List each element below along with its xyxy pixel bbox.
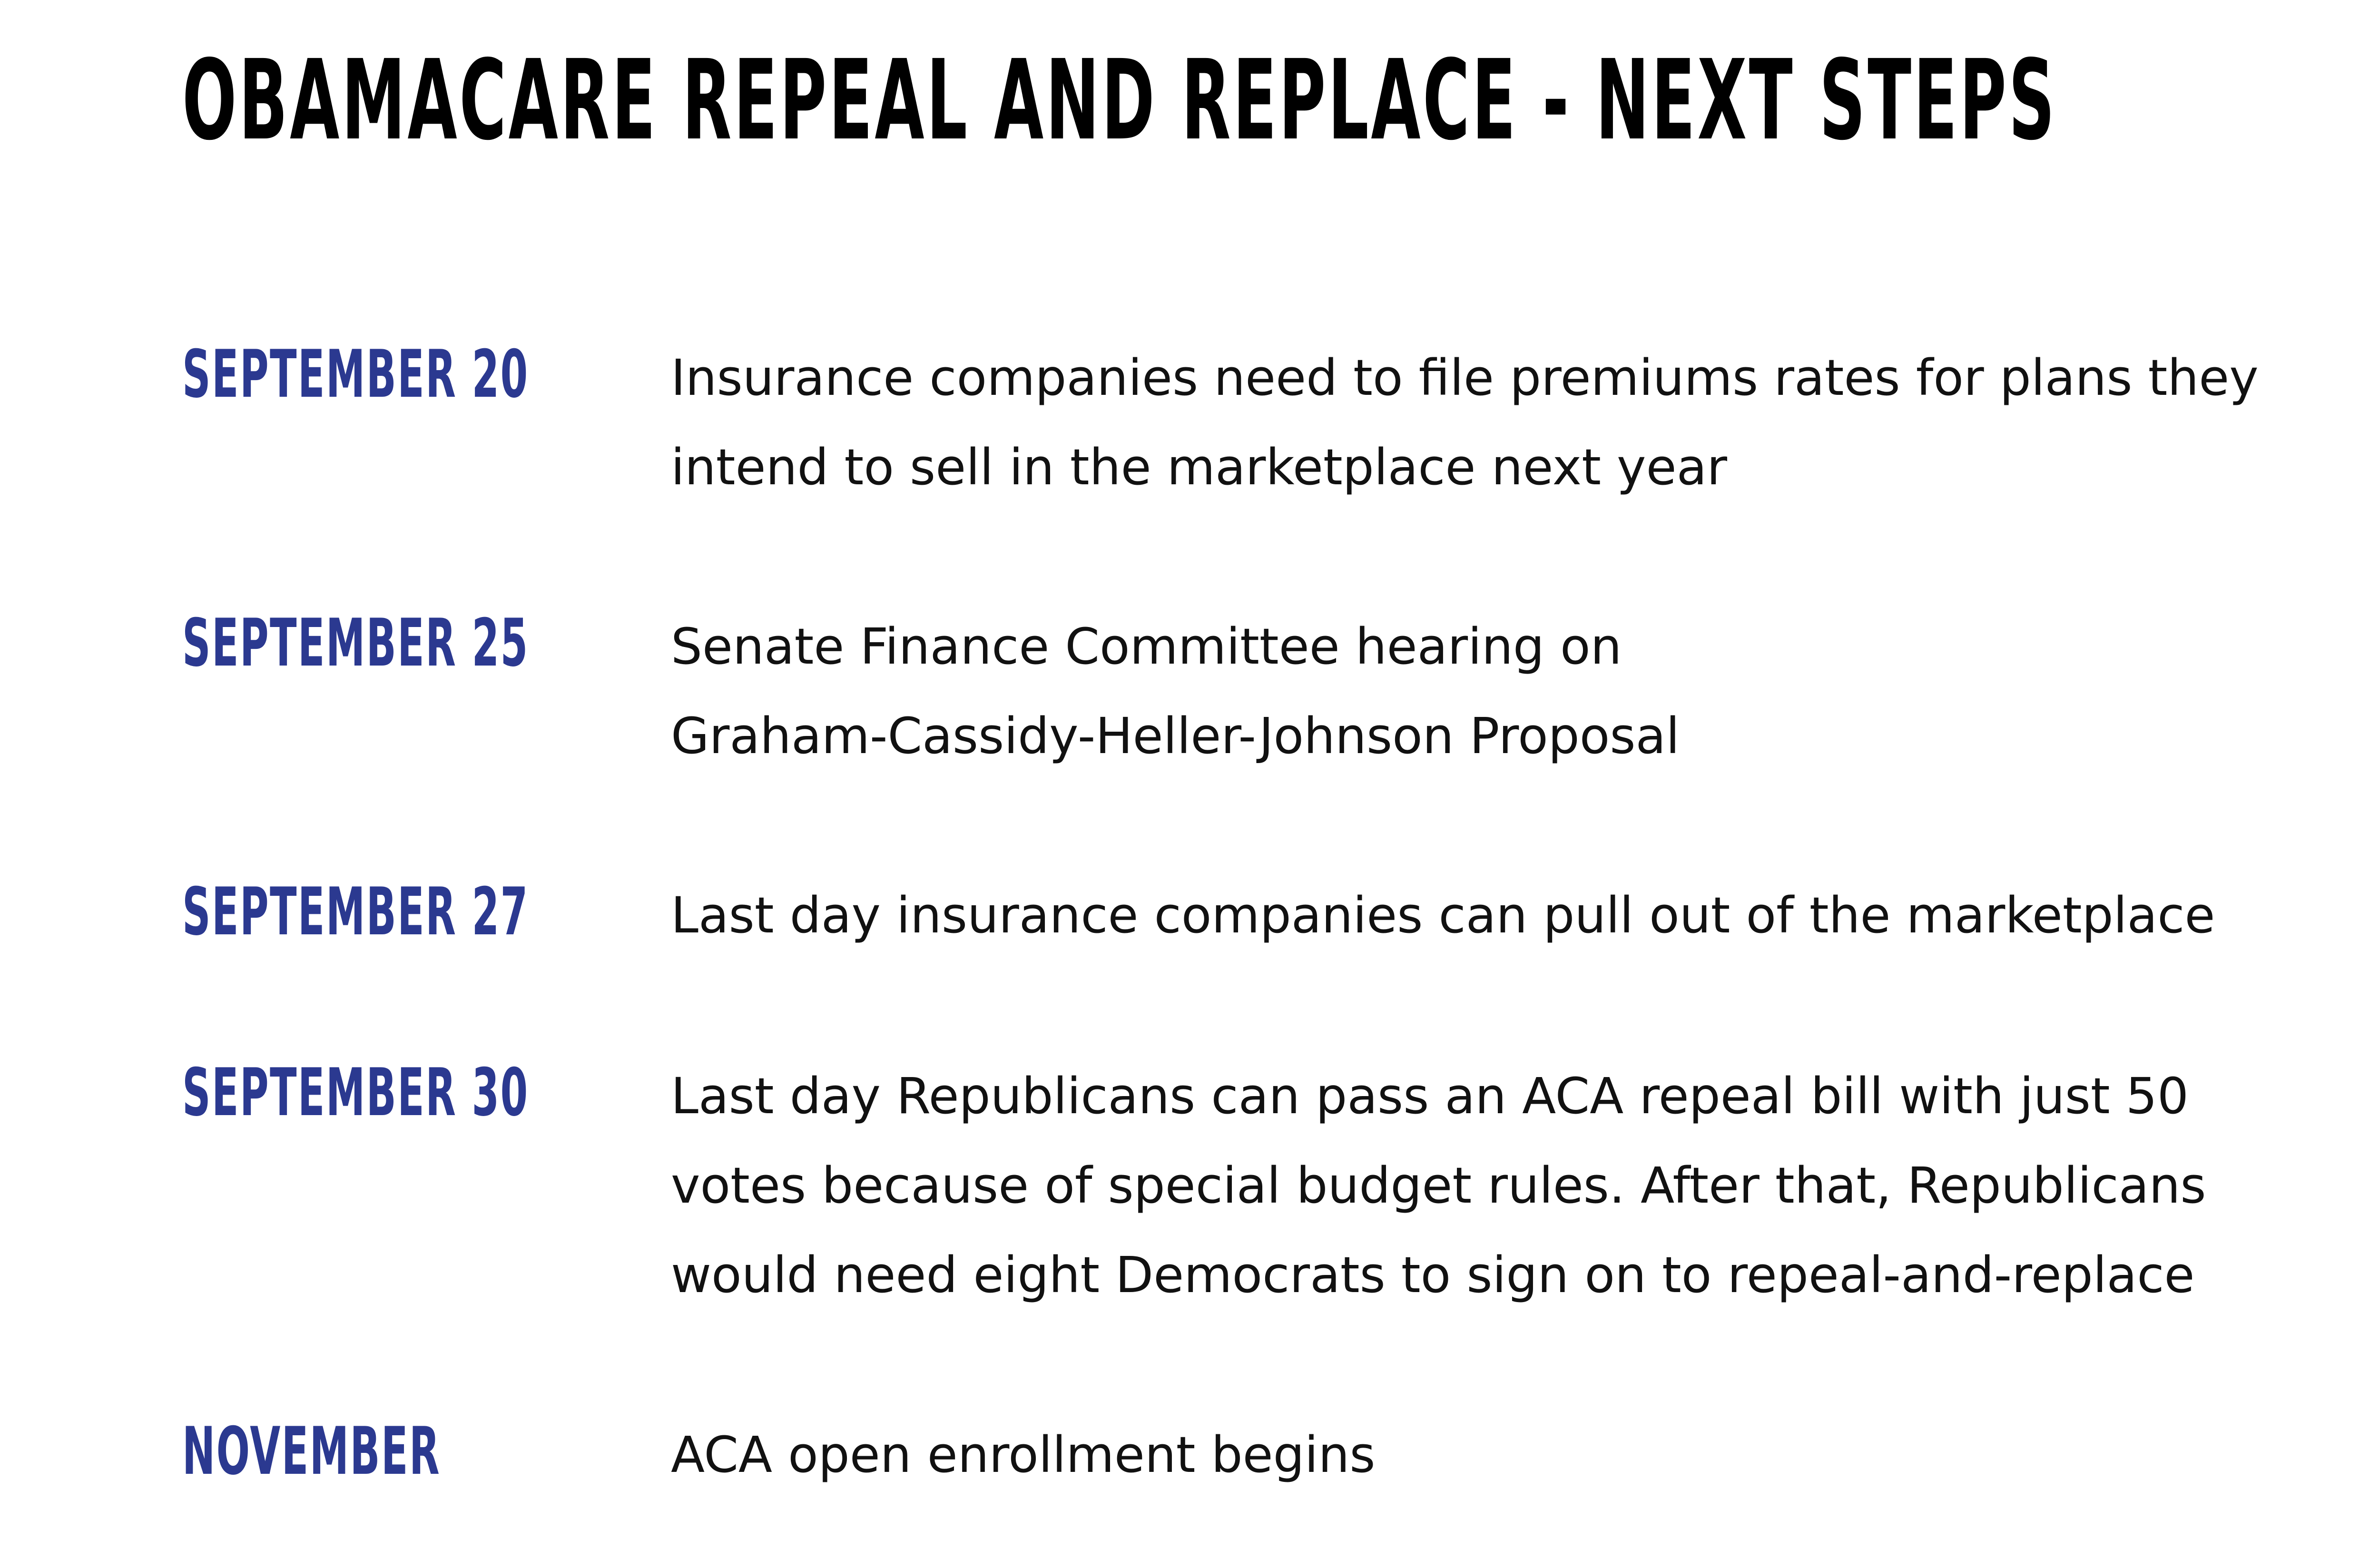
description-line: Last day insurance companies can pull out of the marketplace (671, 886, 2215, 944)
description-line: intend to sell in the marketplace next year (671, 438, 1728, 496)
description-line: Insurance companies need to file premiums rates for plans they (671, 349, 2259, 407)
event-date: SEPTEMBER 25 (182, 605, 529, 681)
description-line: votes because of special budget rules. After that, Republicans (671, 1156, 2206, 1215)
event-date: SEPTEMBER 30 (182, 1054, 529, 1131)
description-line: Graham-Cassidy-Heller-Johnson Proposal (671, 707, 1680, 765)
description-line: would need eight Democrats to sign on to repeal-and-replace (671, 1246, 2195, 1304)
event-description (671, 1410, 2289, 1499)
event-description (671, 1051, 2289, 1320)
event-description (671, 602, 2289, 781)
page-title: OBAMACARE REPEAL AND REPLACE - NEXT STEPS (182, 36, 2057, 165)
event-date: SEPTEMBER 27 (182, 873, 529, 950)
description-line: Last day Republicans can pass an ACA repeal bill with just 50 (671, 1067, 2189, 1125)
event-description (671, 333, 2289, 512)
description-line: ACA open enrollment begins (671, 1426, 1376, 1484)
event-date: NOVEMBER (182, 1413, 441, 1490)
event-description (671, 871, 2289, 960)
description-line: Senate Finance Committee hearing on (671, 617, 1622, 676)
event-date: SEPTEMBER 20 (182, 336, 529, 412)
